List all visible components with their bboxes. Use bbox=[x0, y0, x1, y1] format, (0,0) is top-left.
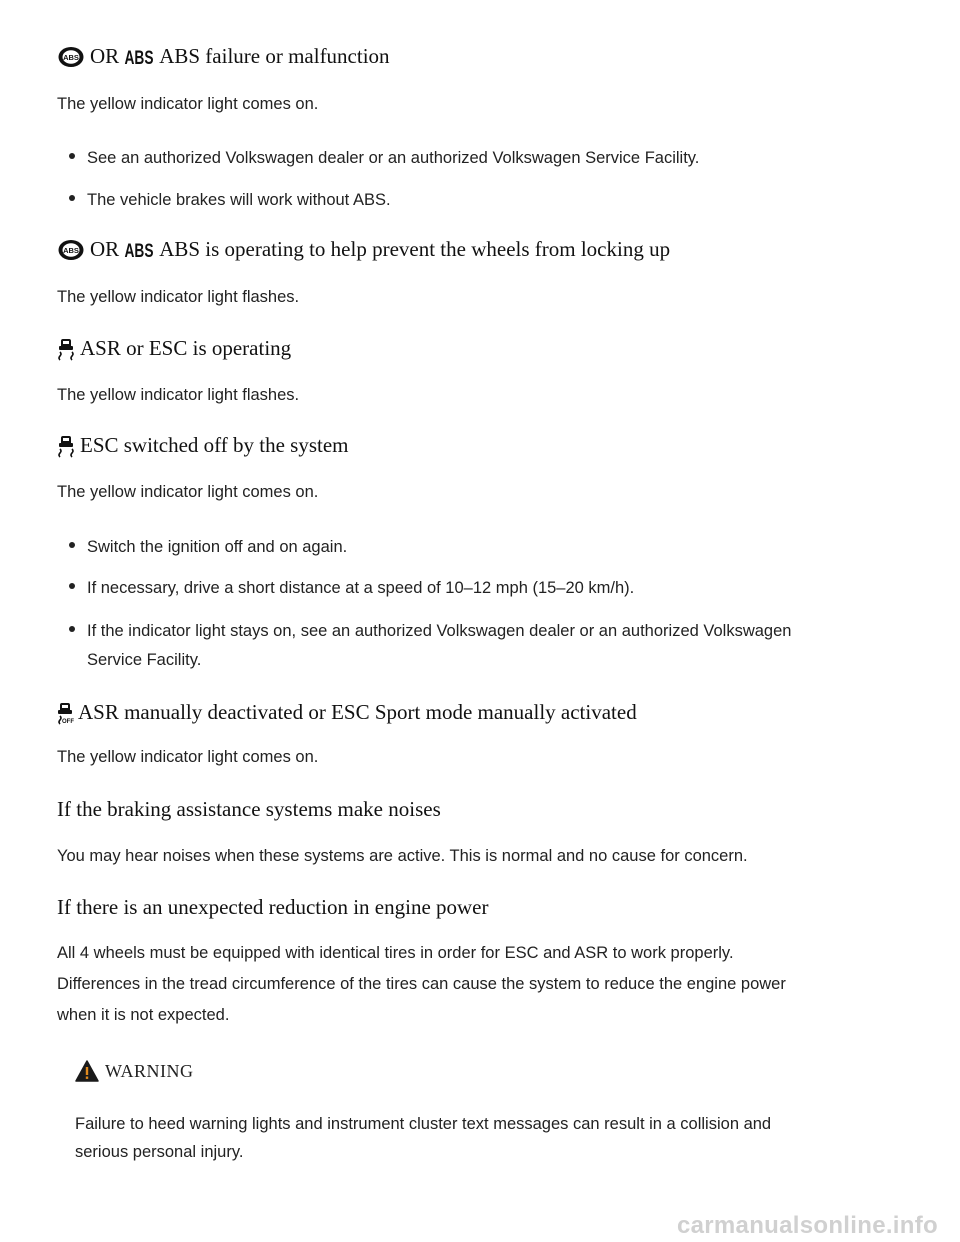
warning-label: WARNING bbox=[105, 1060, 194, 1081]
heading-abs-operating bbox=[57, 237, 670, 262]
body-text: The yellow indicator light flashes. bbox=[57, 386, 300, 404]
esc-skid-icon bbox=[57, 338, 75, 360]
svg-text:ABS: ABS bbox=[124, 47, 154, 69]
heading-text: If there is an unexpected reduction in engine power bbox=[57, 895, 489, 919]
warning-text bbox=[75, 1110, 771, 1166]
heading-asr-deactivated bbox=[57, 700, 637, 725]
abs-text-icon bbox=[124, 240, 154, 260]
svg-text:OFF: OFF bbox=[62, 718, 74, 725]
warning-line: serious personal injury. bbox=[75, 1143, 244, 1161]
body-paragraph bbox=[57, 938, 786, 1031]
heading-esc-switched-off bbox=[57, 433, 349, 458]
bullet bbox=[69, 626, 75, 632]
svg-text:ABS: ABS bbox=[124, 240, 154, 262]
warning-line: Failure to heed warning lights and instrument cluster text messages can result in a collision and bbox=[75, 1115, 772, 1133]
watermark-text: carmanualsonline.info bbox=[676, 1212, 938, 1239]
bullet bbox=[69, 153, 75, 159]
esc-skid-icon bbox=[57, 435, 75, 457]
heading-noises bbox=[57, 797, 441, 822]
or-label: OR bbox=[90, 237, 120, 261]
svg-text:ABS: ABS bbox=[63, 245, 79, 255]
body-line: All 4 wheels must be equipped with identical tires in order for ESC and ASR to work properly. bbox=[57, 944, 734, 962]
abs-text-icon bbox=[124, 47, 154, 67]
heading-text: ABS is operating to help prevent the wheels from locking up bbox=[159, 237, 671, 261]
abs-round-icon bbox=[57, 46, 85, 68]
svg-text:ABS: ABS bbox=[63, 52, 79, 62]
bullet bbox=[69, 542, 75, 548]
heading-text: ESC switched off by the system bbox=[80, 433, 349, 457]
heading-asr-esc-operating bbox=[57, 336, 291, 361]
body-text: You may hear noises when these systems are active. This is normal and no cause for concern. bbox=[57, 847, 748, 865]
manual-page: ABS OR ABS ABS failure or malfunction The yellow indicator light comes on. See an authorized Volkswagen dealer or an authorized Volkswagen Service Facility. The vehicle brakes will work without ABS. ABS OR ABS ABS is operating to help prevent the wheels from locking up The yellow indicator light flashes. ASR or ESC is operating The yellow indicator light flashes. ESC switched off by the system The yellow indicator light comes on. Switch the ignition off and on again. If necessary, drive a short distance at a speed of 10–12 mph (15–20 km/h). If the indicator light stays on, see an authorized Volkswagen dealer or an authorized Volkswagen Service Facility. OFF ASR manually deactivated or ESC Sport mode manually activated The yellow indicator light comes on. If the braking assistance systems make noises You may hear noises when these systems are active. This is normal and no cause for concern. If there is an unexpected reduction in engine power All 4 wheels must be equipped with identical tires in order for ESC and ASR to work properly. Differences in the tread circumference of the tires can cause the system to reduce the engine power when it is not expected. WARNING Failure to heed warning lights and instrument cluster text messages can result in a collision and serious personal injury. carmanualsonline.info bbox=[0, 0, 960, 1242]
heading-text: If the braking assistance systems make noises bbox=[57, 797, 441, 821]
heading-text: ABS failure or malfunction bbox=[159, 44, 390, 68]
esc-off-icon bbox=[57, 702, 73, 724]
heading-text: ASR manually deactivated or ESC Sport mode manually activated bbox=[78, 700, 637, 724]
body-text: The yellow indicator light comes on. bbox=[57, 748, 319, 766]
body-text: The yellow indicator light comes on. bbox=[57, 95, 319, 113]
heading-abs-failure bbox=[57, 44, 390, 69]
abs-round-icon bbox=[57, 239, 85, 261]
warning-title bbox=[75, 1060, 194, 1082]
body-line: Differences in the tread circumference of the tires can cause the system to reduce the engine power bbox=[57, 975, 786, 993]
body-line: when it is not expected. bbox=[57, 1006, 230, 1024]
body-text: The yellow indicator light flashes. bbox=[57, 288, 300, 306]
or-label: OR bbox=[90, 44, 120, 68]
heading-text: ASR or ESC is operating bbox=[80, 336, 292, 360]
bullet bbox=[69, 583, 75, 589]
heading-power-reduction bbox=[57, 895, 489, 920]
body-text: The yellow indicator light comes on. bbox=[57, 483, 319, 501]
bullet bbox=[69, 195, 75, 201]
warning-triangle-icon bbox=[75, 1060, 99, 1082]
footer bbox=[0, 1212, 960, 1242]
